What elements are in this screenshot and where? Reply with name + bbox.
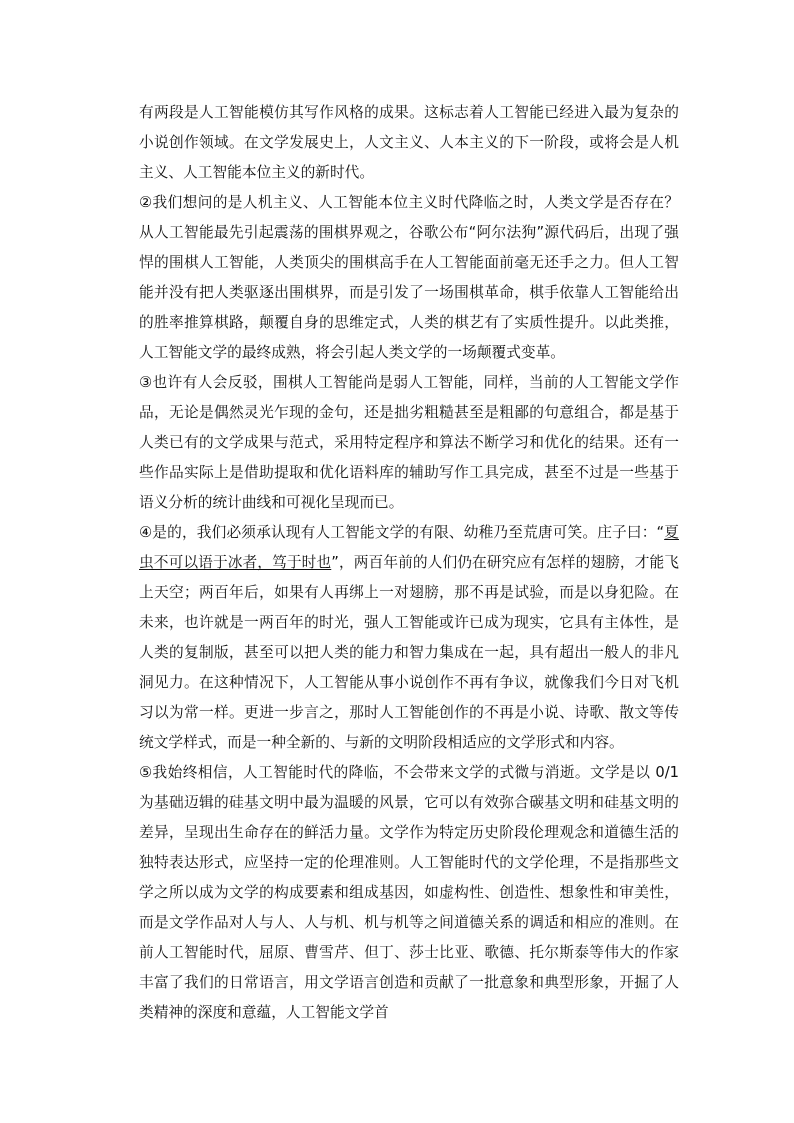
paragraph-4 xyxy=(139,518,679,758)
paragraph-4-rest: ”，两百年前的人们仍在研究应有怎样的翅膀，才能飞上天空；两百年后，如果有人再绑上一对翅膀，那不再是试验，而是以身犯险。在未来，也许就是一两百年的时光，强人工智能或许已成为现实，它具有主体性，是人类的复制版，甚至可以把人类的能力和智力集成在一起，具有超出一般人的非凡洞见力。在这种情况下，人工智能从事小说创作不再有争议，就像我们今日对飞机习以为常一样。更进一步言之，那时人工智能创作的不再是小说、诗歌、散文等传统文学样式，而是一种全新的、与新的文明阶段相适应的文学形式和内容。 xyxy=(139,554,679,751)
paragraph-2: ②我们想问的是人机主义、人工智能本位主义时代降临之时，人类文学是否存在？从人工智能最先引起震荡的围棋界观之，谷歌公布“阿尔法狗”源代码后，出现了强悍的围棋人工智能，人类顶尖的围棋高手在人工智能面前毫无还手之力。但人工智能并没有把人类驱逐出围棋界，而是引发了一场围棋革命，棋手依靠人工智能给出的胜率推算棋路，颠覆自身的思维定式，人类的棋艺有了实质性提升。以此类推，人工智能文学的最终成熟，将会引起人类文学的一场颠覆式变革。 xyxy=(139,194,679,361)
paragraph-4-lead: ④是的，我们必须承认现有人工智能文学的有限、幼稚乃至荒唐可笑。庄子曰：“ xyxy=(139,524,665,541)
paragraph-5: ⑤我始终相信，人工智能时代的降临，不会带来文学的式微与消逝。文学是以 0/1 为基础迈辑的硅基文明中最为温暖的风景，它可以有效弥合碳基文明和硅基文明的差异，呈现出生命存在的鲜活力量。文学作为特定历史阶段伦理观念和道德生活的独特表达形式，应坚持一定的伦理准则。人工智能时代的文学伦理，不是指那些文学之所以成为文学的构成要素和组成基因，如虚构性、创造性、想象性和审美性，而是文学作品对人与人、人与机、机与机等之间道德关系的调适和相应的准则。在前人工智能时代，屈原、曹雪芹、但丁、莎士比亚、歌德、托尔斯泰等伟大的作家丰富了我们的日常语言，用文学语言创造和贡献了一批意象和典型形象，开掘了人类精神的深度和意蕴，人工智能文学首 xyxy=(139,764,679,1021)
paragraph-3: ③也许有人会反驳，围棋人工智能尚是弱人工智能，同样，当前的人工智能文学作品，无论是偶然灵光乍现的金句，还是拙劣粗糙甚至是粗鄙的句意组合，都是基于人类已有的文学成果与范式，采用特定程序和算法不断学习和优化的结果。还有一些作品实际上是借助提取和优化语料库的辅助写作工具完成，甚至不过是一些基于语义分析的统计曲线和可视化呈现而已。 xyxy=(139,374,679,511)
paragraph-1: 有两段是人工智能模仿其写作风格的成果。这标志着人工智能已经进入最为复杂的小说创作领域。在文学发展史上，人文主义、人本主义的下一阶段，或将会是人机主义、人工智能本位主义的新时代。 xyxy=(139,104,679,181)
underlined-quote: 夏虫不可以语于冰者，笃于时也 xyxy=(139,524,679,571)
article-body xyxy=(139,98,679,1028)
